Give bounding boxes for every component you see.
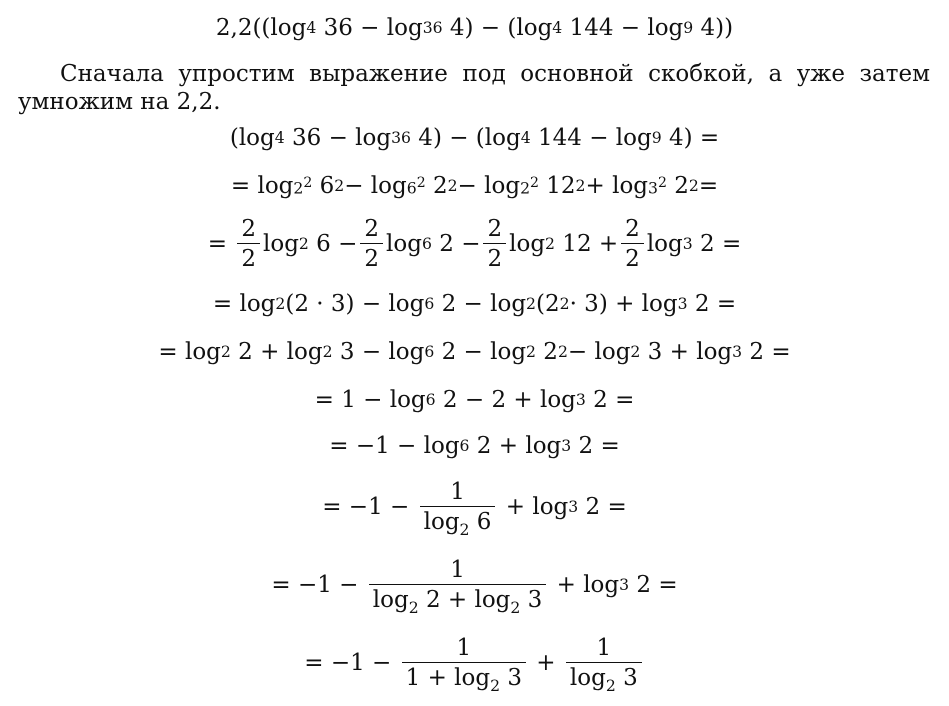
- step-5: = 1 − log 6 2 − 2 + log 3 2 =: [314, 387, 635, 413]
- step-1: = log $2^2$ 6 2 − log $6^2$ 2 2 − log $2^2$ 12 2 + log $3^2$ 2 2 =: [230, 173, 719, 199]
- step-6: = −1 − log 6 2 + log 3 2 =: [329, 433, 620, 459]
- fraction: $\frac{1}{\log_2 2 + \log_2 3}$: [369, 557, 547, 614]
- fraction: $\frac{1}{1 + \log_2 3}$: [402, 635, 526, 692]
- step-3: = log 2 (2 · 3) − log 6 2 − log 2 (2 2 · 3) + log 3 2 =: [212, 291, 737, 317]
- step-0: (log 4 36 − log 36 4) − (log 4 144 − log 9 4) =: [229, 125, 720, 151]
- fraction: $\frac{2}{2}$: [360, 216, 383, 273]
- step-4: = log 2 2 + log 2 3 − log 6 2 − log 2 2 2 − log 2 3 + log 3 2 =: [158, 339, 791, 365]
- fraction: $\frac{1}{\log_2 6}$: [420, 479, 496, 536]
- step-2: = $\frac{2}{2}$ log 2 6 − $\frac{2}{2}$ log 6 2 − $\frac{2}{2}$ log 2 12 + $\frac{2}{2}$ log 3 2 =: [207, 215, 742, 272]
- step-9: = −1 − $\frac{1}{1 + \log_2 3}$ + $\frac{1}{\log_2 3}$: [0, 630, 949, 696]
- step-7: = −1 − $\frac{1}{\log_2 6}$ + log 3 2 =: [322, 478, 627, 539]
- header-expression: 2,2((log 4 36 − log 36 4) − (log 4 144 − log 9 4)): [215, 15, 734, 41]
- fraction: $\frac{2}{2}$: [237, 216, 260, 273]
- step-8: = −1 − $\frac{1}{\log_2 2 + \log_2 3}$ + log 3 2 =: [271, 556, 678, 617]
- fraction: $\frac{2}{2}$: [483, 216, 506, 273]
- fraction: $\frac{2}{2}$: [621, 216, 644, 273]
- intro-paragraph: Сначала упростим выражение под основной скобкой, а уже затем умножим на 2,2.: [18, 61, 930, 115]
- fraction: $\frac{1}{\log_2 3}$: [566, 635, 642, 692]
